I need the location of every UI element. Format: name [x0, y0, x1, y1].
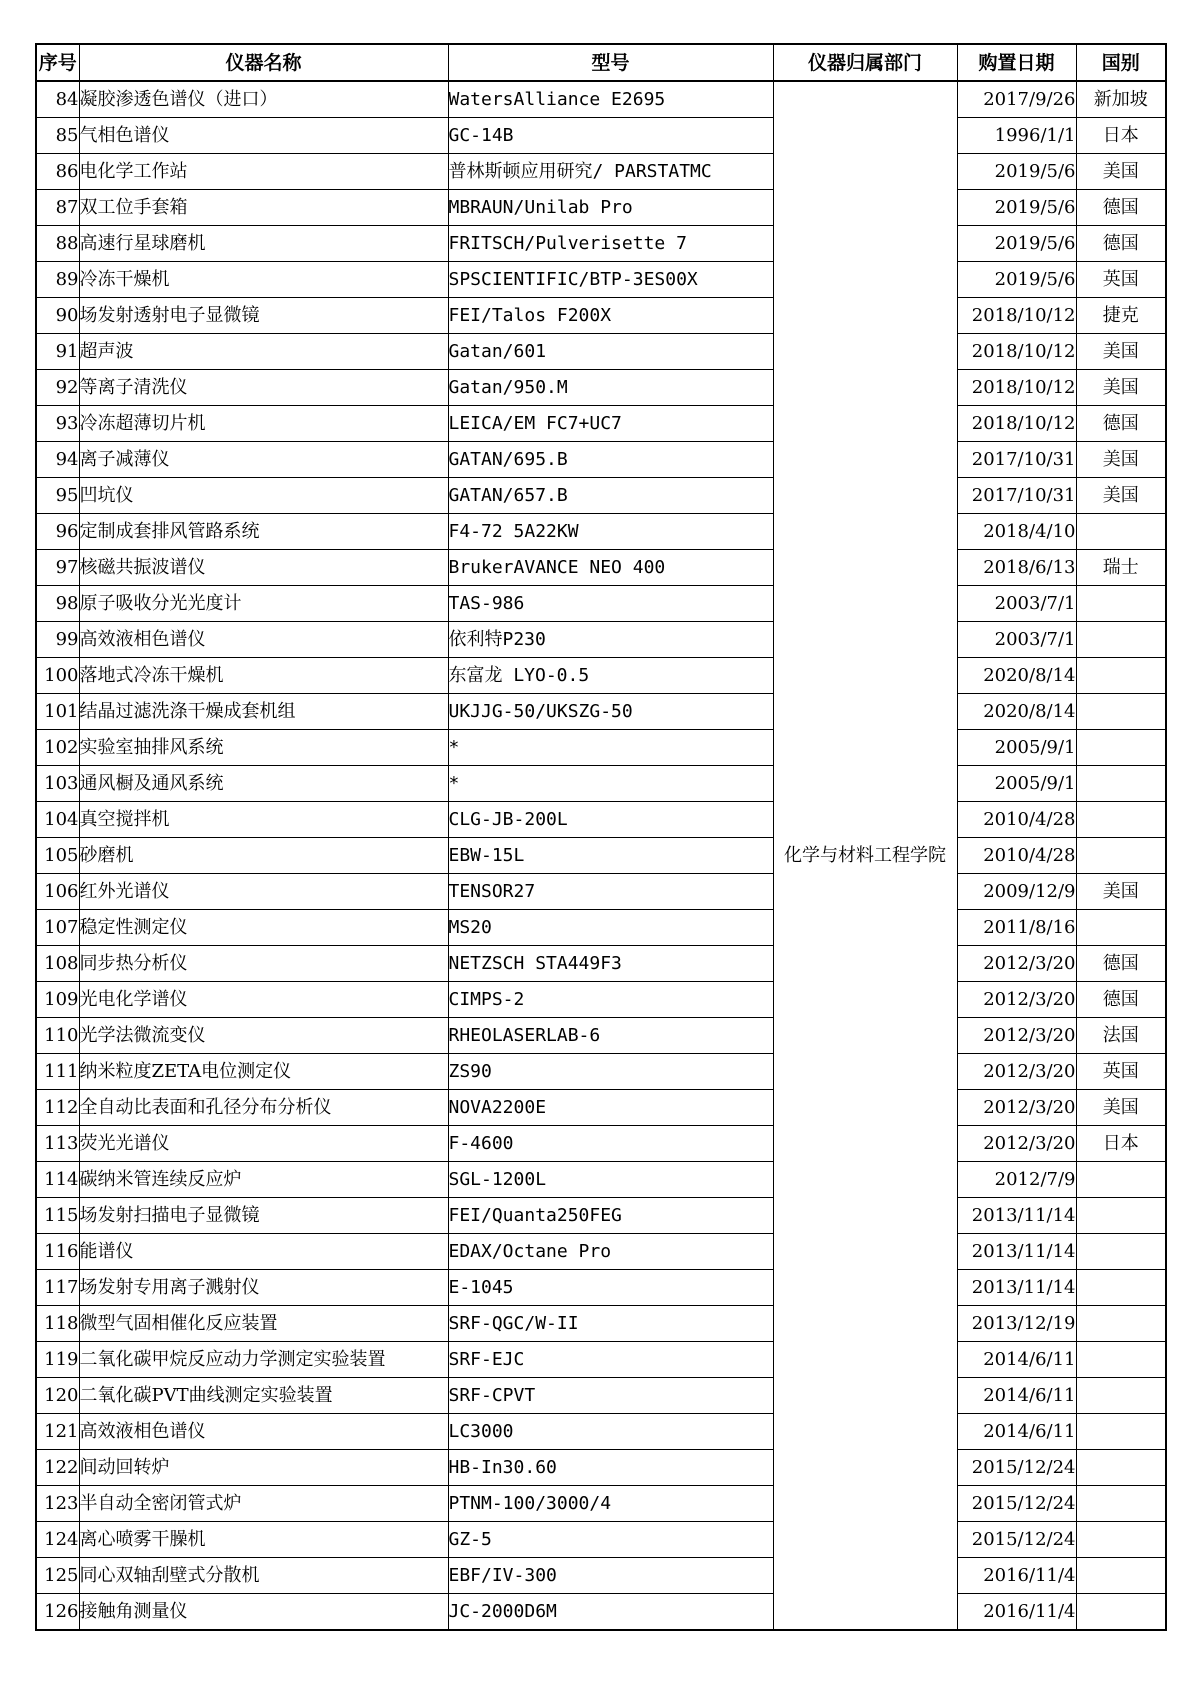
row-name: 结晶过滤洗涤干燥成套机组 [79, 694, 448, 730]
row-model: CIMPS-2 [448, 982, 773, 1018]
row-name: 纳米粒度ZETA电位测定仪 [79, 1054, 448, 1090]
table-row [36, 1486, 1166, 1522]
row-no: 122 [36, 1450, 79, 1486]
table-row [36, 1054, 1166, 1090]
table-row [36, 298, 1166, 334]
row-name: 间动回转炉 [79, 1450, 448, 1486]
row-model: SRF-CPVT [448, 1378, 773, 1414]
table-header [36, 44, 1166, 81]
table-row [36, 838, 1166, 874]
row-name: 砂磨机 [79, 838, 448, 874]
row-model: * [448, 730, 773, 766]
row-country [1076, 1378, 1166, 1414]
table-row [36, 1234, 1166, 1270]
row-name: 真空搅拌机 [79, 802, 448, 838]
row-model: SPSCIENTIFIC/BTP-3ES00X [448, 262, 773, 298]
row-model: CLG-JB-200L [448, 802, 773, 838]
row-name: 高效液相色谱仪 [79, 1414, 448, 1450]
table-row [36, 946, 1166, 982]
table-row [36, 586, 1166, 622]
row-country [1076, 1342, 1166, 1378]
row-country [1076, 1414, 1166, 1450]
table-row [36, 81, 1166, 118]
row-no: 110 [36, 1018, 79, 1054]
row-country: 新加坡 [1076, 81, 1166, 118]
row-no: 125 [36, 1558, 79, 1594]
row-no: 92 [36, 370, 79, 406]
table-row [36, 730, 1166, 766]
row-model: EBW-15L [448, 838, 773, 874]
row-no: 124 [36, 1522, 79, 1558]
row-name: 冷冻超薄切片机 [79, 406, 448, 442]
row-country [1076, 910, 1166, 946]
header-country: 国别 [1076, 44, 1166, 81]
table-row [36, 550, 1166, 586]
row-country: 美国 [1076, 370, 1166, 406]
row-no: 94 [36, 442, 79, 478]
table-row [36, 694, 1166, 730]
row-name: 同心双轴刮壁式分散机 [79, 1558, 448, 1594]
row-country [1076, 1594, 1166, 1631]
row-model: SRF-QGC/W-II [448, 1306, 773, 1342]
row-model: * [448, 766, 773, 802]
row-name: 电化学工作站 [79, 154, 448, 190]
row-country: 日本 [1076, 118, 1166, 154]
row-no: 107 [36, 910, 79, 946]
row-no: 117 [36, 1270, 79, 1306]
row-model: SRF-EJC [448, 1342, 773, 1378]
table-row [36, 1522, 1166, 1558]
row-date: 2020/8/14 [957, 658, 1076, 694]
row-date: 2018/4/10 [957, 514, 1076, 550]
row-no: 90 [36, 298, 79, 334]
header-date: 购置日期 [957, 44, 1076, 81]
row-country [1076, 730, 1166, 766]
row-model: FEI/Quanta250FEG [448, 1198, 773, 1234]
row-date: 2014/6/11 [957, 1342, 1076, 1378]
row-model: F-4600 [448, 1126, 773, 1162]
row-date: 2019/5/6 [957, 190, 1076, 226]
row-model: PTNM-100/3000/4 [448, 1486, 773, 1522]
table-row [36, 766, 1166, 802]
row-date: 2005/9/1 [957, 766, 1076, 802]
row-no: 99 [36, 622, 79, 658]
equipment-table [35, 43, 1167, 1631]
row-date: 2018/10/12 [957, 298, 1076, 334]
table-row [36, 442, 1166, 478]
row-country: 日本 [1076, 1126, 1166, 1162]
row-country [1076, 1558, 1166, 1594]
table-body [36, 81, 1166, 1630]
table-row [36, 334, 1166, 370]
table-row [36, 1558, 1166, 1594]
row-no: 113 [36, 1126, 79, 1162]
row-name: 半自动全密闭管式炉 [79, 1486, 448, 1522]
row-date: 2011/8/16 [957, 910, 1076, 946]
row-model: EBF/IV-300 [448, 1558, 773, 1594]
row-model: EDAX/Octane Pro [448, 1234, 773, 1270]
row-country: 美国 [1076, 1090, 1166, 1126]
row-date: 2017/10/31 [957, 478, 1076, 514]
table-row [36, 478, 1166, 514]
table-row [36, 154, 1166, 190]
row-model: LEICA/EM FC7+UC7 [448, 406, 773, 442]
row-name: 双工位手套箱 [79, 190, 448, 226]
header-name: 仪器名称 [79, 44, 448, 81]
row-name: 气相色谱仪 [79, 118, 448, 154]
row-no: 106 [36, 874, 79, 910]
row-model: F4-72 5A22KW [448, 514, 773, 550]
table-row [36, 514, 1166, 550]
row-no: 114 [36, 1162, 79, 1198]
row-country: 英国 [1076, 262, 1166, 298]
row-no: 97 [36, 550, 79, 586]
row-no: 126 [36, 1594, 79, 1631]
row-name: 全自动比表面和孔径分布分析仪 [79, 1090, 448, 1126]
row-model: GATAN/695.B [448, 442, 773, 478]
row-country: 美国 [1076, 478, 1166, 514]
row-model: Gatan/601 [448, 334, 773, 370]
row-date: 2010/4/28 [957, 802, 1076, 838]
row-country [1076, 586, 1166, 622]
row-date: 2019/5/6 [957, 154, 1076, 190]
row-date: 2013/11/14 [957, 1234, 1076, 1270]
row-model: GZ-5 [448, 1522, 773, 1558]
row-no: 87 [36, 190, 79, 226]
row-date: 2009/12/9 [957, 874, 1076, 910]
header-dept: 仪器归属部门 [773, 44, 957, 81]
row-country: 法国 [1076, 1018, 1166, 1054]
row-date: 2013/11/14 [957, 1198, 1076, 1234]
table-row [36, 982, 1166, 1018]
table-row [36, 1594, 1166, 1631]
table-row [36, 1378, 1166, 1414]
header-row [36, 44, 1166, 81]
row-name: 同步热分析仪 [79, 946, 448, 982]
row-name: 稳定性测定仪 [79, 910, 448, 946]
row-country [1076, 658, 1166, 694]
row-no: 120 [36, 1378, 79, 1414]
row-no: 119 [36, 1342, 79, 1378]
row-model: UKJJG-50/UKSZG-50 [448, 694, 773, 730]
department-cell: 化学与材料工程学院 [773, 81, 957, 1630]
table-row [36, 1126, 1166, 1162]
table-row [36, 1450, 1166, 1486]
header-no: 序号 [36, 44, 79, 81]
row-country [1076, 1162, 1166, 1198]
row-country: 美国 [1076, 874, 1166, 910]
row-date: 2020/8/14 [957, 694, 1076, 730]
row-country [1076, 1306, 1166, 1342]
row-no: 104 [36, 802, 79, 838]
row-name: 等离子清洗仪 [79, 370, 448, 406]
table-row [36, 1090, 1166, 1126]
row-name: 核磁共振波谱仪 [79, 550, 448, 586]
row-no: 118 [36, 1306, 79, 1342]
row-country: 捷克 [1076, 298, 1166, 334]
row-name: 凹坑仪 [79, 478, 448, 514]
row-country: 德国 [1076, 982, 1166, 1018]
row-date: 2012/3/20 [957, 982, 1076, 1018]
row-model: MS20 [448, 910, 773, 946]
table-row [36, 1198, 1166, 1234]
row-country: 德国 [1076, 190, 1166, 226]
row-country: 德国 [1076, 406, 1166, 442]
table-row [36, 1306, 1166, 1342]
table-row [36, 1018, 1166, 1054]
row-model: E-1045 [448, 1270, 773, 1306]
row-no: 116 [36, 1234, 79, 1270]
row-date: 2005/9/1 [957, 730, 1076, 766]
row-name: 场发射扫描电子显微镜 [79, 1198, 448, 1234]
row-name: 高效液相色谱仪 [79, 622, 448, 658]
row-no: 98 [36, 586, 79, 622]
row-name: 场发射透射电子显微镜 [79, 298, 448, 334]
row-name: 落地式冷冻干燥机 [79, 658, 448, 694]
row-name: 接触角测量仪 [79, 1594, 448, 1631]
row-no: 89 [36, 262, 79, 298]
row-country [1076, 1198, 1166, 1234]
row-model: JC-2000D6M [448, 1594, 773, 1631]
row-model: 东富龙 LYO-0.5 [448, 658, 773, 694]
row-name: 光电化学谱仪 [79, 982, 448, 1018]
row-model: ZS90 [448, 1054, 773, 1090]
row-date: 2017/9/26 [957, 81, 1076, 118]
row-date: 2003/7/1 [957, 586, 1076, 622]
row-date: 2003/7/1 [957, 622, 1076, 658]
row-country: 瑞士 [1076, 550, 1166, 586]
row-name: 高速行星球磨机 [79, 226, 448, 262]
row-no: 84 [36, 81, 79, 118]
row-model: GATAN/657.B [448, 478, 773, 514]
row-date: 2019/5/6 [957, 262, 1076, 298]
row-model: RHEOLASERLAB-6 [448, 1018, 773, 1054]
row-date: 2010/4/28 [957, 838, 1076, 874]
row-date: 2016/11/4 [957, 1558, 1076, 1594]
row-date: 2014/6/11 [957, 1414, 1076, 1450]
row-name: 二氧化碳PVT曲线测定实验装置 [79, 1378, 448, 1414]
row-model: WatersAlliance E2695 [448, 81, 773, 118]
row-no: 115 [36, 1198, 79, 1234]
row-model: HB-In30.60 [448, 1450, 773, 1486]
row-no: 112 [36, 1090, 79, 1126]
table-row [36, 190, 1166, 226]
row-no: 86 [36, 154, 79, 190]
row-country [1076, 1486, 1166, 1522]
row-name: 微型气固相催化反应装置 [79, 1306, 448, 1342]
row-name: 光学法微流变仪 [79, 1018, 448, 1054]
row-date: 2018/6/13 [957, 550, 1076, 586]
row-date: 2015/12/24 [957, 1522, 1076, 1558]
row-date: 2017/10/31 [957, 442, 1076, 478]
row-name: 离心喷雾干臊机 [79, 1522, 448, 1558]
row-country: 美国 [1076, 334, 1166, 370]
row-country [1076, 1522, 1166, 1558]
row-country [1076, 1270, 1166, 1306]
row-no: 102 [36, 730, 79, 766]
row-model: TENSOR27 [448, 874, 773, 910]
row-date: 2016/11/4 [957, 1594, 1076, 1631]
row-model: 依利特P230 [448, 622, 773, 658]
row-date: 2012/3/20 [957, 1090, 1076, 1126]
row-name: 原子吸收分光光度计 [79, 586, 448, 622]
row-model: MBRAUN/Unilab Pro [448, 190, 773, 226]
row-model: LC3000 [448, 1414, 773, 1450]
row-country: 美国 [1076, 154, 1166, 190]
row-date: 2012/3/20 [957, 1018, 1076, 1054]
row-country [1076, 1234, 1166, 1270]
row-no: 100 [36, 658, 79, 694]
row-name: 二氧化碳甲烷反应动力学测定实验装置 [79, 1342, 448, 1378]
table-row [36, 226, 1166, 262]
table-row [36, 658, 1166, 694]
table-row [36, 910, 1166, 946]
row-no: 85 [36, 118, 79, 154]
row-no: 105 [36, 838, 79, 874]
row-no: 101 [36, 694, 79, 730]
row-date: 2012/7/9 [957, 1162, 1076, 1198]
row-date: 2014/6/11 [957, 1378, 1076, 1414]
table-row [36, 1342, 1166, 1378]
row-model: TAS-986 [448, 586, 773, 622]
row-no: 108 [36, 946, 79, 982]
row-no: 96 [36, 514, 79, 550]
row-name: 红外光谱仪 [79, 874, 448, 910]
row-country [1076, 514, 1166, 550]
table-row [36, 406, 1166, 442]
table-row [36, 1162, 1166, 1198]
row-model: GC-14B [448, 118, 773, 154]
row-no: 121 [36, 1414, 79, 1450]
row-no: 91 [36, 334, 79, 370]
table-row [36, 1270, 1166, 1306]
table-row [36, 1414, 1166, 1450]
row-name: 定制成套排风管路系统 [79, 514, 448, 550]
row-model: SGL-1200L [448, 1162, 773, 1198]
row-date: 2015/12/24 [957, 1486, 1076, 1522]
row-date: 2018/10/12 [957, 370, 1076, 406]
row-no: 88 [36, 226, 79, 262]
row-model: NETZSCH STA449F3 [448, 946, 773, 982]
row-name: 凝胶渗透色谱仪（进口） [79, 81, 448, 118]
row-name: 通风橱及通风系统 [79, 766, 448, 802]
row-date: 2018/10/12 [957, 406, 1076, 442]
row-country: 美国 [1076, 442, 1166, 478]
row-country: 英国 [1076, 1054, 1166, 1090]
row-name: 离子减薄仪 [79, 442, 448, 478]
row-country: 德国 [1076, 946, 1166, 982]
row-country [1076, 622, 1166, 658]
row-country [1076, 694, 1166, 730]
table-row [36, 622, 1166, 658]
row-no: 93 [36, 406, 79, 442]
row-date: 2013/12/19 [957, 1306, 1076, 1342]
row-name: 超声波 [79, 334, 448, 370]
row-date: 2013/11/14 [957, 1270, 1076, 1306]
row-country [1076, 838, 1166, 874]
row-date: 1996/1/1 [957, 118, 1076, 154]
row-name: 场发射专用离子溅射仪 [79, 1270, 448, 1306]
row-name: 能谱仪 [79, 1234, 448, 1270]
row-country [1076, 802, 1166, 838]
row-date: 2012/3/20 [957, 946, 1076, 982]
table-row [36, 874, 1166, 910]
row-country [1076, 766, 1166, 802]
table-row [36, 118, 1166, 154]
row-name: 碳纳米管连续反应炉 [79, 1162, 448, 1198]
row-model: Gatan/950.M [448, 370, 773, 406]
row-country: 德国 [1076, 226, 1166, 262]
row-model: NOVA2200E [448, 1090, 773, 1126]
header-model: 型号 [448, 44, 773, 81]
table-row [36, 370, 1166, 406]
row-country [1076, 1450, 1166, 1486]
row-date: 2018/10/12 [957, 334, 1076, 370]
row-model: BrukerAVANCE NEO 400 [448, 550, 773, 586]
table-row [36, 262, 1166, 298]
row-model: FRITSCH/Pulverisette 7 [448, 226, 773, 262]
row-model: FEI/Talos F200X [448, 298, 773, 334]
row-no: 111 [36, 1054, 79, 1090]
row-name: 冷冻干燥机 [79, 262, 448, 298]
row-date: 2019/5/6 [957, 226, 1076, 262]
row-no: 123 [36, 1486, 79, 1522]
row-date: 2012/3/20 [957, 1126, 1076, 1162]
row-name: 荧光光谱仪 [79, 1126, 448, 1162]
row-model: 普林斯顿应用研究/ PARSTATMC [448, 154, 773, 190]
table-row [36, 802, 1166, 838]
row-date: 2015/12/24 [957, 1450, 1076, 1486]
row-date: 2012/3/20 [957, 1054, 1076, 1090]
row-name: 实验室抽排风系统 [79, 730, 448, 766]
row-no: 95 [36, 478, 79, 514]
row-no: 109 [36, 982, 79, 1018]
row-no: 103 [36, 766, 79, 802]
